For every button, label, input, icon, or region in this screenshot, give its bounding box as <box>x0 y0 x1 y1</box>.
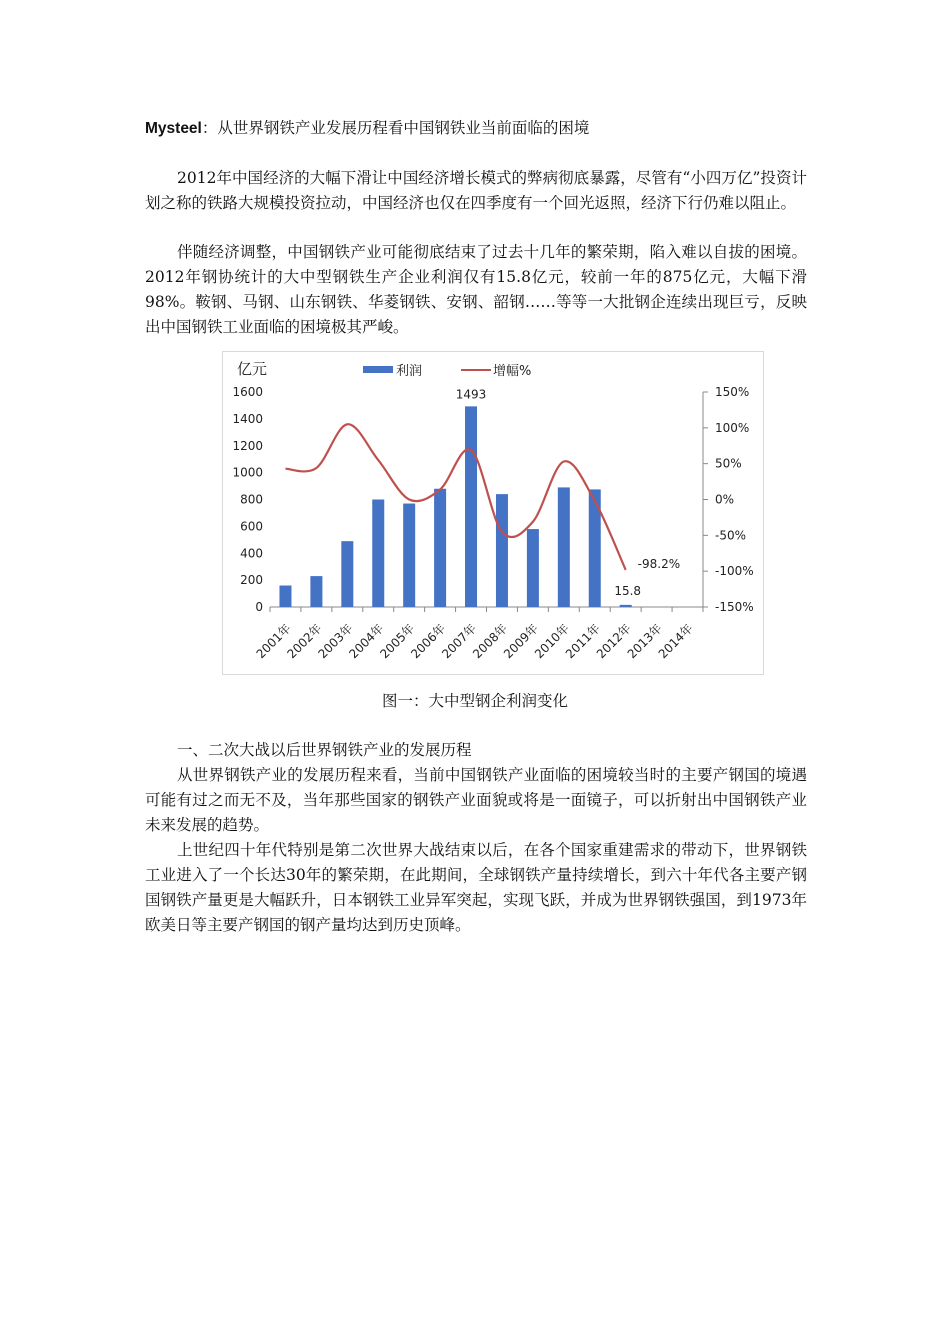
paragraph-1: 2012年中国经济的大幅下滑让中国经济增长模式的弊病彻底暴露，尽管有“小四万亿”投资计划之称的铁路大规模投资拉动，中国经济也仅在四季度有一个回光返照，经济下行仍难以阻止。 <box>145 169 807 212</box>
left-tick-label: 600 <box>240 519 263 534</box>
legend-growth-label: 增幅% <box>493 364 532 379</box>
growth-line <box>285 424 625 570</box>
left-axis-unit: 亿元 <box>237 360 268 378</box>
legend-profit-label: 利润 <box>396 364 423 379</box>
right-tick-label: -50% <box>715 528 747 543</box>
title-source: Mysteel <box>145 120 202 137</box>
left-tick-label: 200 <box>240 573 263 588</box>
left-tick-label: 1000 <box>232 465 263 480</box>
x-tick-label: 2002年 <box>284 621 325 662</box>
x-tick-label: 2014年 <box>655 621 696 662</box>
profit-bar <box>527 529 539 607</box>
figure-caption: 图一：大中型钢企利润变化 <box>381 692 568 710</box>
peak-data-label: 1493 <box>455 387 487 402</box>
section-heading: 一、二次大战以后世界钢铁产业的发展历程 <box>177 741 472 759</box>
x-tick-label: 2005年 <box>377 621 418 662</box>
x-tick-label: 2009年 <box>501 621 542 662</box>
right-tick-label: 100% <box>715 420 750 435</box>
x-tick-label: 2007年 <box>439 621 480 662</box>
x-tick-label: 2006年 <box>408 621 449 662</box>
last-bar-data-label: 15.8 <box>614 584 642 598</box>
left-tick-label: 1200 <box>232 438 263 453</box>
left-tick-label: 0 <box>255 600 263 614</box>
x-tick-label: 2010年 <box>531 621 572 662</box>
paragraph-4: 上世纪四十年代特别是第二次世界大战结束以后，在各个国家重建需求的带动下，世界钢铁工业进入了一个长达30年的繁荣期，在此期间，全球钢铁产量持续增长，到六十年代各主要产钢国钢铁产量更是大幅跃升，日本钢铁工业异军突起，实现飞跃，并成为世界钢铁强国，到1973年欧美日等主要产钢国的钢产量均达到历史顶峰。 <box>145 841 807 934</box>
profit-bar <box>310 576 322 607</box>
x-tick-label: 2012年 <box>593 621 634 662</box>
profit-bar <box>279 586 291 608</box>
paragraph-3: 从世界钢铁产业的发展历程来看，当前中国钢铁产业面临的困境较当时的主要产钢国的境遇可能有过之而无不及，当年那些国家的钢铁产业面貌或将是一面镜子，可以折射出中国钢铁产业未来发展的趋势。 <box>145 766 807 834</box>
profit-bar <box>465 406 477 607</box>
right-tick-label: 150% <box>715 385 750 399</box>
profit-bar <box>341 541 353 607</box>
article-title <box>145 116 825 141</box>
profit-bar <box>434 489 446 607</box>
profit-bar <box>372 500 384 608</box>
left-tick-label: 1600 <box>232 385 263 399</box>
profit-bar <box>496 494 508 607</box>
right-tick-label: 0% <box>715 492 735 507</box>
profit-bar <box>620 605 632 607</box>
right-tick-label: 50% <box>715 456 742 471</box>
title-separator: ： <box>201 119 218 137</box>
x-tick-label: 2004年 <box>346 621 387 662</box>
x-tick-label: 2003年 <box>315 621 356 662</box>
paragraph-2: 伴随经济调整，中国钢铁产业可能彻底结束了过去十几年的繁荣期，陷入难以自拔的困境。2012年钢协统计的大中型钢铁生产企业利润仅有15.8亿元，较前一年的875亿元，大幅下滑98%。鞍钢、马钢、山东钢铁、华菱钢铁、安钢、韶钢……等等一大批钢企连续出现巨亏，反映出中国钢铁工业面临的困境极其严峻。 <box>145 243 807 336</box>
profit-chart-svg <box>223 352 763 674</box>
right-tick-label: -100% <box>715 564 754 579</box>
x-tick-label: 2011年 <box>562 621 603 662</box>
profit-bar <box>558 487 570 607</box>
x-tick-label: 2008年 <box>470 621 511 662</box>
left-tick-label: 1400 <box>232 411 263 426</box>
profit-bar <box>403 504 415 607</box>
title-text: 从世界钢铁产业发展历程看中国钢铁业当前面临的困境 <box>217 119 590 137</box>
profit-chart <box>222 351 764 675</box>
x-tick-label: 2013年 <box>624 621 665 662</box>
right-tick-label: -150% <box>715 600 754 614</box>
left-tick-label: 400 <box>240 546 263 561</box>
last-growth-data-label: -98.2% <box>637 556 681 571</box>
legend-bar-swatch <box>363 366 393 373</box>
left-tick-label: 800 <box>240 492 263 507</box>
x-tick-label: 2001年 <box>253 621 294 662</box>
